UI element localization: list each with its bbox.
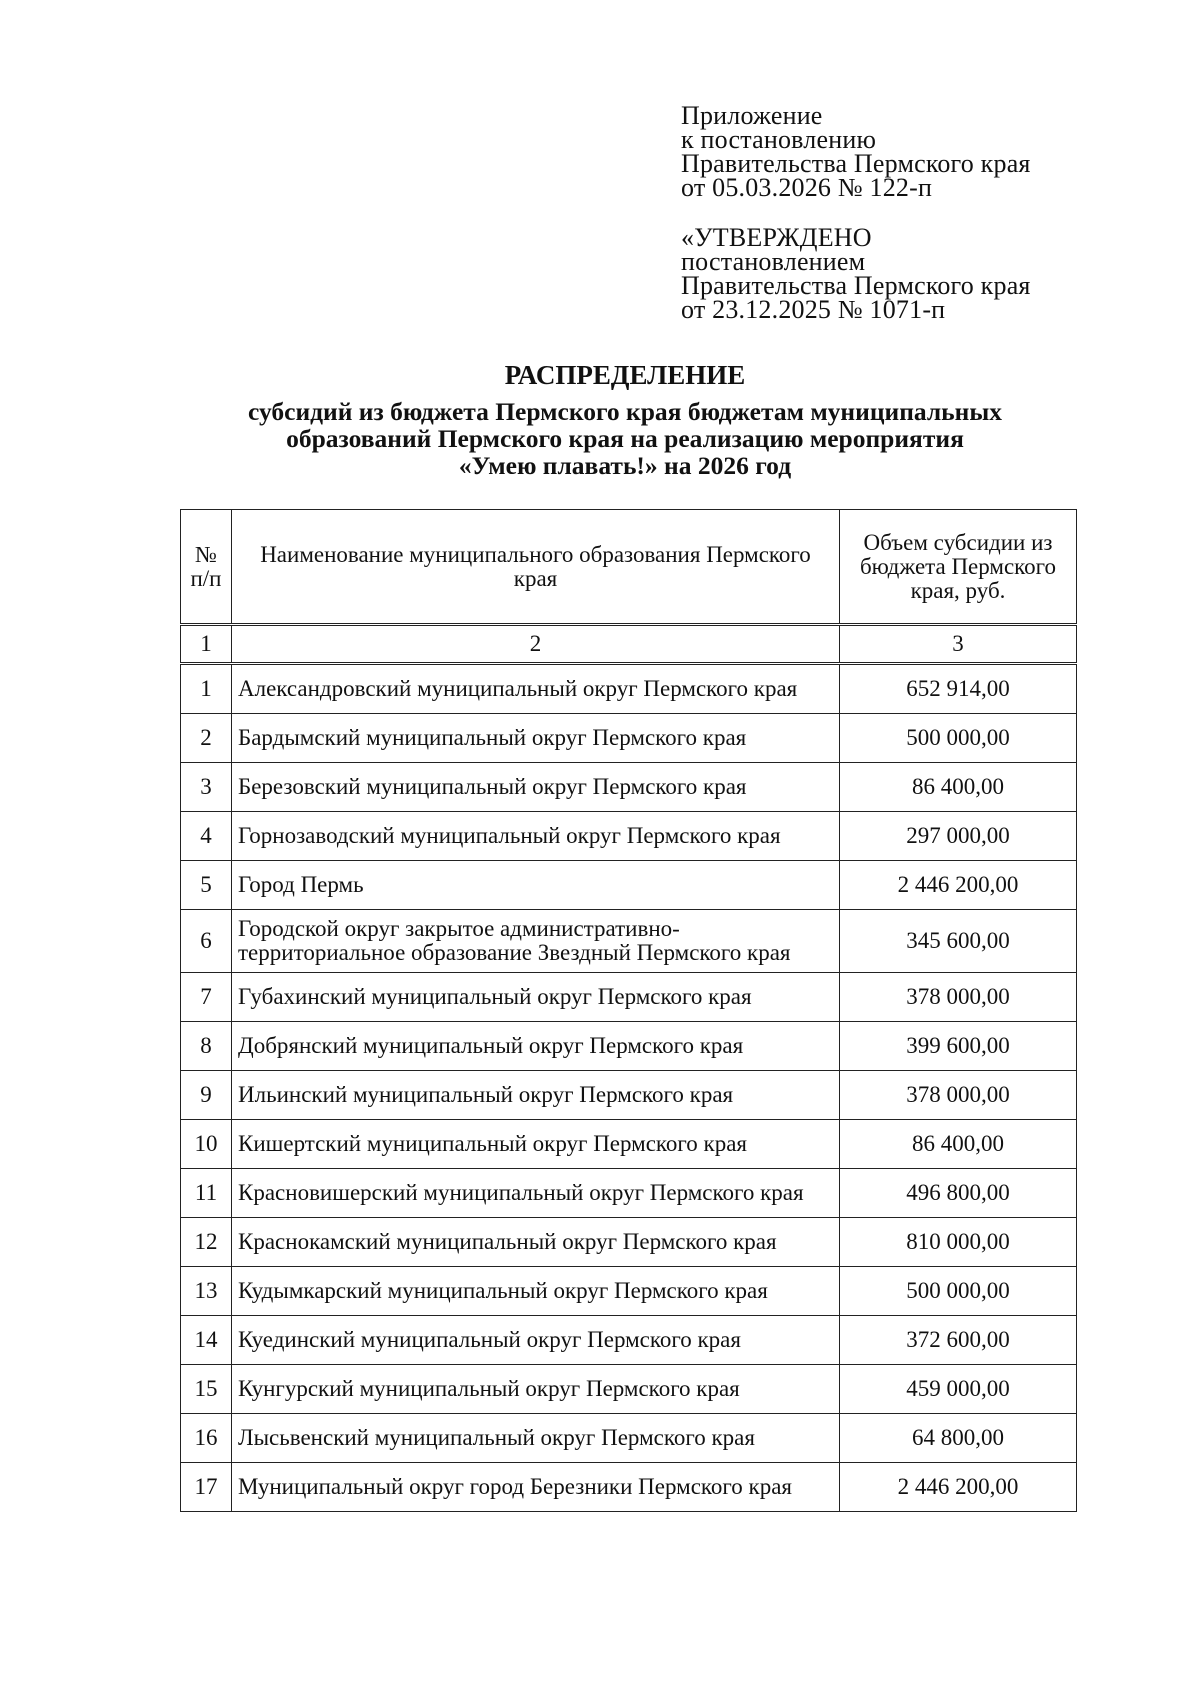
header-amount: Объем субсидии из бюджета Пермского края, руб. <box>840 510 1077 625</box>
table-row <box>181 1414 1077 1463</box>
row-municipality: Кишертский муниципальный округ Пермского края <box>232 1120 840 1169</box>
row-number: 10 <box>181 1120 232 1169</box>
row-municipality: Лысьвенский муниципальный округ Пермского края <box>232 1414 840 1463</box>
table-row <box>181 1365 1077 1414</box>
table-row <box>181 1169 1077 1218</box>
table-row <box>181 861 1077 910</box>
row-municipality: Добрянский муниципальный округ Пермского края <box>232 1022 840 1071</box>
column-number-row <box>181 625 1077 664</box>
table-row <box>181 812 1077 861</box>
distribution-table <box>180 509 1077 1512</box>
row-number: 11 <box>181 1169 232 1218</box>
column-number: 3 <box>840 625 1077 664</box>
row-municipality: Краснокамский муниципальный округ Пермского края <box>232 1218 840 1267</box>
row-number: 1 <box>181 664 232 714</box>
table-row <box>181 1120 1077 1169</box>
subtitle-line: субсидий из бюджета Пермского края бюджетам муниципальных <box>247 397 1003 426</box>
row-amount: 86 400,00 <box>840 763 1077 812</box>
table-row <box>181 664 1077 714</box>
row-amount: 345 600,00 <box>840 910 1077 973</box>
row-number: 8 <box>181 1022 232 1071</box>
row-municipality: Березовский муниципальный округ Пермского края <box>232 763 840 812</box>
row-municipality: Кунгурский муниципальный округ Пермского края <box>232 1365 840 1414</box>
row-municipality: Бардымский муниципальный округ Пермского края <box>232 714 840 763</box>
table-header-row <box>181 510 1077 625</box>
approved-line: «УТВЕРЖДЕНО <box>681 223 872 252</box>
column-number: 2 <box>232 625 840 664</box>
row-amount: 500 000,00 <box>840 1267 1077 1316</box>
appendix-block <box>681 101 1101 324</box>
row-number: 6 <box>181 910 232 973</box>
column-number: 1 <box>181 625 232 664</box>
row-amount: 64 800,00 <box>840 1414 1077 1463</box>
row-municipality: Городской округ закрытое административно-территориальное образование Звездный Пермского края <box>232 910 840 973</box>
table-row <box>181 1022 1077 1071</box>
subtitle-line: «Умею плавать!» на 2026 год <box>458 451 792 480</box>
row-amount: 297 000,00 <box>840 812 1077 861</box>
row-number: 14 <box>181 1316 232 1365</box>
row-number: 2 <box>181 714 232 763</box>
row-number: 4 <box>181 812 232 861</box>
row-amount: 500 000,00 <box>840 714 1077 763</box>
row-municipality: Губахинский муниципальный округ Пермского края <box>232 973 840 1022</box>
row-amount: 496 800,00 <box>840 1169 1077 1218</box>
row-amount: 2 446 200,00 <box>840 1463 1077 1512</box>
subtitle-line: образований Пермского края на реализацию мероприятия <box>286 424 964 453</box>
table-row <box>181 973 1077 1022</box>
appendix-line: Правительства Пермского края <box>681 149 1031 178</box>
row-number: 15 <box>181 1365 232 1414</box>
row-number: 16 <box>181 1414 232 1463</box>
table-row <box>181 1463 1077 1512</box>
appendix-line: к постановлению <box>681 125 877 154</box>
document-title: РАСПРЕДЕЛЕНИЕ <box>504 360 746 390</box>
row-number: 13 <box>181 1267 232 1316</box>
row-number: 7 <box>181 973 232 1022</box>
approved-line: Правительства Пермского края <box>681 271 1031 300</box>
row-municipality: Город Пермь <box>232 861 840 910</box>
row-amount: 86 400,00 <box>840 1120 1077 1169</box>
table-body <box>181 664 1077 1512</box>
table-row <box>181 1218 1077 1267</box>
table-row <box>181 763 1077 812</box>
header-name: Наименование муниципального образования Пермского края <box>232 510 840 625</box>
row-municipality: Горнозаводский муниципальный округ Пермского края <box>232 812 840 861</box>
row-municipality: Муниципальный округ город Березники Пермского края <box>232 1463 840 1512</box>
table-row <box>181 714 1077 763</box>
table-row <box>181 910 1077 973</box>
row-municipality: Кудымкарский муниципальный округ Пермского края <box>232 1267 840 1316</box>
row-number: 3 <box>181 763 232 812</box>
row-amount: 378 000,00 <box>840 973 1077 1022</box>
row-amount: 378 000,00 <box>840 1071 1077 1120</box>
row-municipality: Александровский муниципальный округ Пермского края <box>232 664 840 714</box>
approved-line: постановлением <box>681 247 866 276</box>
table-row <box>181 1316 1077 1365</box>
row-number: 17 <box>181 1463 232 1512</box>
row-municipality: Красновишерский муниципальный округ Пермского края <box>232 1169 840 1218</box>
approved-line: от 23.12.2025 № 1071-п <box>681 295 946 324</box>
row-amount: 372 600,00 <box>840 1316 1077 1365</box>
document-subtitle <box>0 398 1200 479</box>
appendix-line: Приложение <box>681 101 823 130</box>
row-amount: 2 446 200,00 <box>840 861 1077 910</box>
row-amount: 652 914,00 <box>840 664 1077 714</box>
header-number: № п/п <box>181 510 232 625</box>
row-number: 5 <box>181 861 232 910</box>
appendix-line: от 05.03.2026 № 122-п <box>681 173 933 202</box>
row-municipality: Куединский муниципальный округ Пермского края <box>232 1316 840 1365</box>
row-number: 9 <box>181 1071 232 1120</box>
row-amount: 459 000,00 <box>840 1365 1077 1414</box>
row-municipality: Ильинский муниципальный округ Пермского края <box>232 1071 840 1120</box>
table-row <box>181 1267 1077 1316</box>
row-amount: 399 600,00 <box>840 1022 1077 1071</box>
row-amount: 810 000,00 <box>840 1218 1077 1267</box>
table-row <box>181 1071 1077 1120</box>
row-number: 12 <box>181 1218 232 1267</box>
